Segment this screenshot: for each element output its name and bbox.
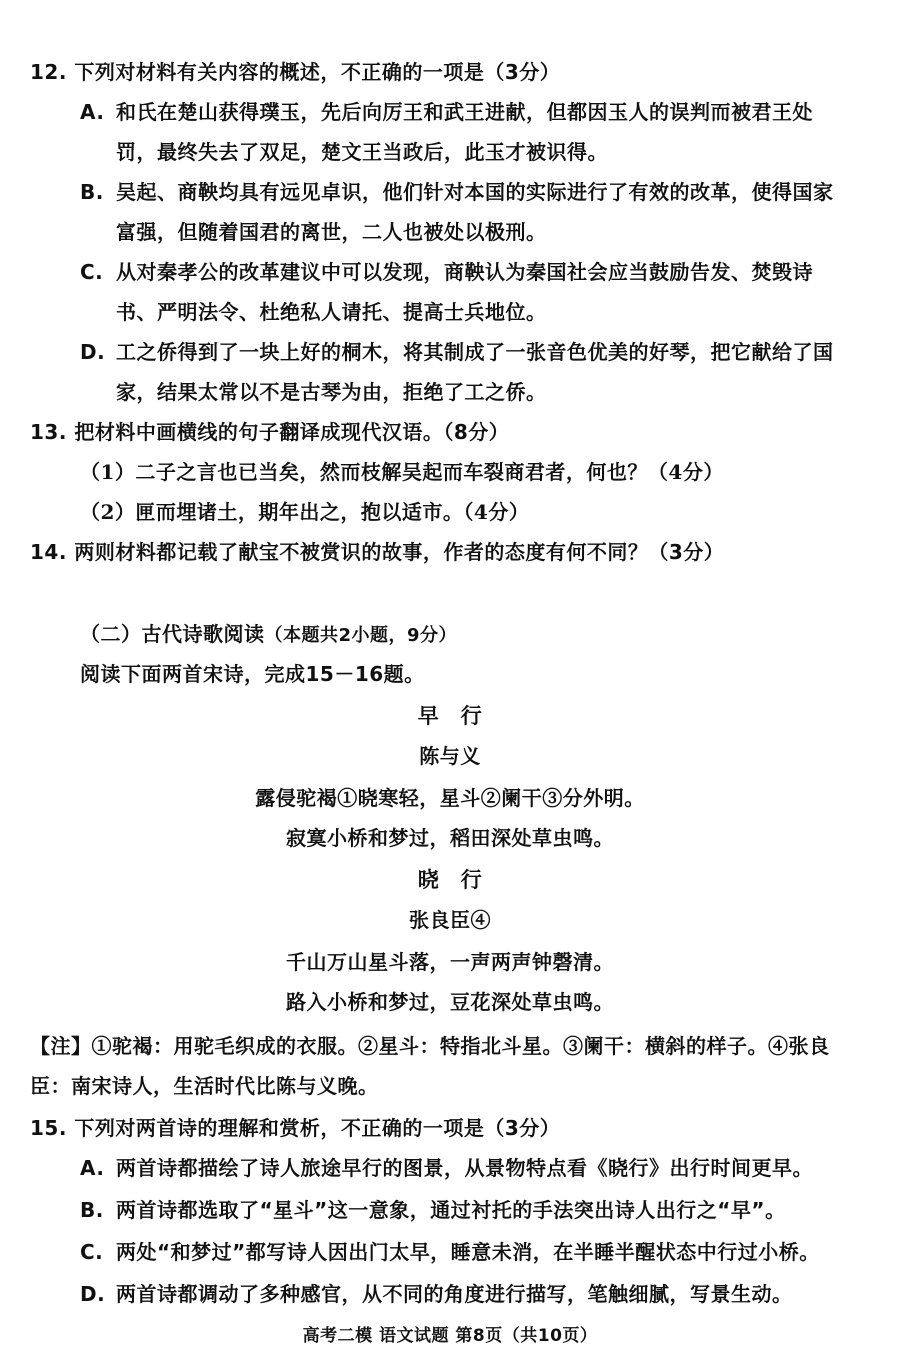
q13-stem: 13. 把材料中画横线的句子翻译成现代汉语。（8分） (30, 420, 510, 444)
option-text: 吴起、商鞅均具有远见卓识，他们针对本国的实际进行了有效的改革，使得国家 (116, 180, 834, 204)
q15-option-d (80, 1280, 793, 1308)
q13-sub1: （1）二子之言也已当矣，然而枝解吴起而车裂商君者，何也？（4分） (80, 460, 724, 484)
option-text: 两首诗都描绘了诗人旅途早行的图景，从景物特点看《晓行》出行时间更早。 (116, 1156, 813, 1180)
option-text: 和氏在楚山获得璞玉，先后向厉王和武王进献，但都因玉人的误判而被君王处 (116, 100, 813, 124)
notes-line-1: 【注】①驼褐：用驼毛织成的衣服。②星斗：特指北斗星。③阑干：横斜的样子。④张良 (30, 1034, 830, 1058)
q12-stem: 12. 下列对材料有关内容的概述，不正确的一项是（3分） (30, 60, 561, 84)
option-text: 两处“和梦过”都写诗人因出门太早，睡意未消，在半睡半醒状态中行过小桥。 (116, 1240, 820, 1264)
option-label: B. (80, 180, 104, 204)
q12-option-c-cont: 书、严明法令、杜绝私人请托、提高士兵地位。 (116, 300, 547, 324)
q12-option-c (80, 258, 813, 286)
option-text: 工之侨得到了一块上好的桐木，将其制成了一张音色优美的好琴，把它献给了国 (116, 340, 834, 364)
q13-sub2: （2）匣而埋诸土，期年出之，抱以适市。（4分） (80, 500, 530, 524)
q14-stem: 14. 两则材料都记载了献宝不被赏识的故事，作者的态度有何不同？（3分） (30, 540, 725, 564)
option-label: B. (80, 1198, 104, 1222)
poem2-author: 张良臣④ (409, 908, 491, 932)
q12-option-a-cont: 罚，最终失去了双足，楚文王当政后，此玉才被识得。 (116, 140, 608, 164)
page-footer: 高考二模 语文试题 第8页（共10页） (302, 1326, 598, 1346)
poem1-title: 早 行 (417, 704, 483, 728)
poem1-line-1: 露侵驼褐①晓寒轻，星斗②阑干③分外明。 (255, 786, 645, 810)
option-label: D. (80, 340, 106, 364)
q12-option-d (80, 338, 834, 366)
q15-option-c (80, 1238, 820, 1266)
option-label: C. (80, 260, 104, 284)
section-instruction: 阅读下面两首宋诗，完成15－16题。 (80, 662, 425, 686)
q12-option-d-cont: 家，结果太常以不是古琴为由，拒绝了工之侨。 (116, 380, 547, 404)
poem2-line-2: 路入小桥和梦过，豆花深处草虫鸣。 (286, 990, 614, 1014)
option-label: A. (80, 100, 105, 124)
q12-option-b-cont: 富强，但随着国君的离世，二人也被处以极刑。 (116, 220, 547, 244)
option-text: 两首诗都调动了多种感官，从不同的角度进行描写，笔触细腻，写景生动。 (116, 1282, 793, 1306)
q15-option-b (80, 1196, 786, 1224)
section-note: （本题共2小题，9分） (264, 625, 458, 646)
poem2-title: 晓 行 (417, 868, 483, 892)
option-label: D. (80, 1282, 106, 1306)
poem1-line-2: 寂寞小桥和梦过，稻田深处草虫鸣。 (286, 826, 614, 850)
q12-option-a (80, 98, 813, 126)
notes-line-2: 臣：南宋诗人，生活时代比陈与义晚。 (30, 1074, 379, 1098)
poem1-author: 陈与义 (419, 744, 481, 768)
q15-option-a (80, 1154, 813, 1182)
option-label: A. (80, 1156, 105, 1180)
option-text: 从对秦孝公的改革建议中可以发现，商鞅认为秦国社会应当鼓励告发、焚毁诗 (116, 260, 813, 284)
q15-stem: 15. 下列对两首诗的理解和赏析，不正确的一项是（3分） (30, 1116, 561, 1140)
option-text: 两首诗都选取了“星斗”这一意象，通过衬托的手法突出诗人出行之“早”。 (116, 1198, 786, 1222)
section-title: （二）古代诗歌阅读 (80, 622, 265, 646)
q12-option-b (80, 178, 834, 206)
poem2-line-1: 千山万山星斗落，一声两声钟磬清。 (286, 950, 614, 974)
option-label: C. (80, 1240, 104, 1264)
section-heading (80, 620, 457, 650)
